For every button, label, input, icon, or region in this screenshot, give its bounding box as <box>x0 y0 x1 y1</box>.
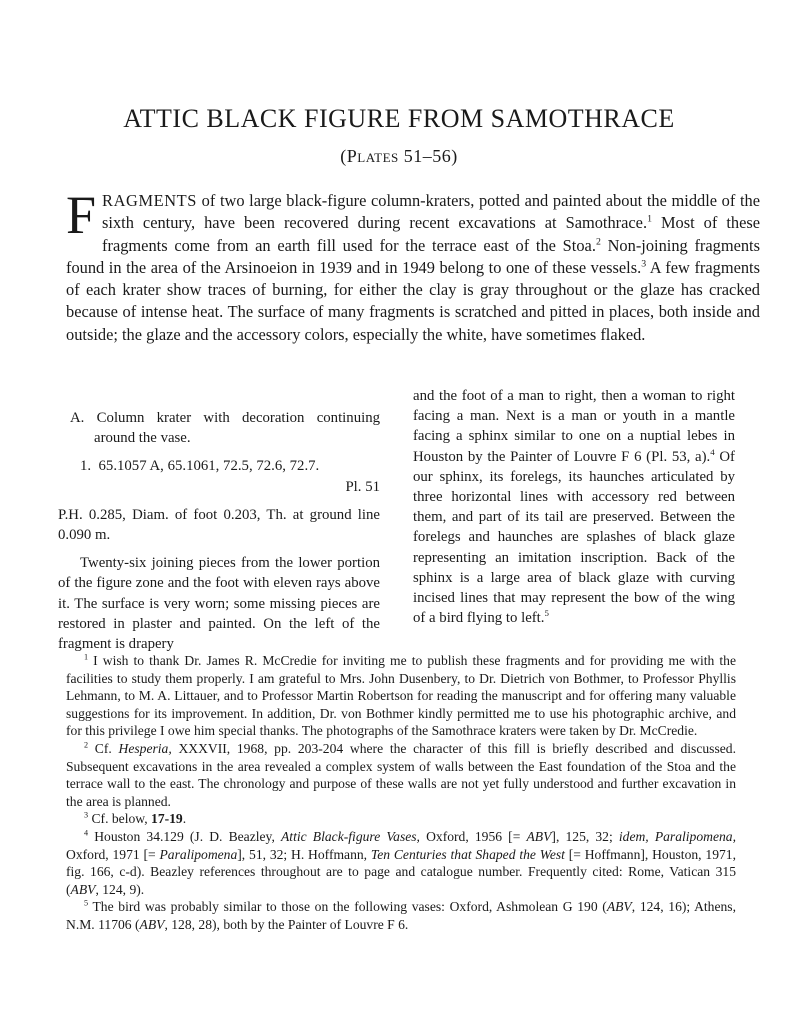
item-1-plate: Pl. 51 <box>345 478 380 495</box>
right-column <box>413 386 735 628</box>
footnote-2 <box>66 740 736 810</box>
footnote-4-text-a: Houston 34.129 (J. D. Beazley, <box>88 828 281 844</box>
item-1-description: Twenty-six joining pieces from the lower portion of the figure zone and the foot with eleven rays above it. The surface is very worn; some missing pieces are restored in plaster and painted. On the left of the fragment is drapery <box>58 555 380 653</box>
plates-reference: (Plates 51–56) <box>340 146 458 166</box>
intro-text-3: Non-joining fragments found in the area of the Arsinoeion in 1939 and in 1949 belong to one of these vessels. <box>66 235 760 277</box>
footnote-2-journal: Hesperia, <box>118 740 172 756</box>
footnote-4-number: 4 <box>84 828 89 838</box>
item-1-measurements: P.H. 0.285, Diam. of foot 0.203, Th. at ground line 0.090 m. <box>58 506 380 544</box>
item-1-inv-numbers: 65.1057 A, 65.1061, 72.5, 72.6, 72.7. <box>98 458 320 475</box>
section-a-letter: A. <box>70 410 85 426</box>
footnote-ref-2[interactable]: 2 <box>595 236 601 248</box>
footnote-1-number: 1 <box>84 652 89 662</box>
intro-text-4: A few fragments of each krater show traces of burning, for either the clay is gray throughout or the glaze has cracked because of intense heat. The surface of many fragments is scratched and pitted in places, both inside and outside; the glaze and the accessory colors, especially the white, have sometimes flaked. <box>66 257 760 344</box>
footnote-3 <box>66 810 736 828</box>
footnote-4-ital-5: Ten Centuries that Shaped the West <box>370 846 565 862</box>
intro-text-2: Most of these fragments come from an earth fill used for the terrace east of the Stoa. <box>102 213 761 255</box>
footnote-4-text-d: Oxford, 1971 [= <box>66 846 160 862</box>
footnote-4-ital-3: idem, Paralipomena, <box>618 828 736 844</box>
intro-lead-word: RAGMENTS <box>102 191 198 210</box>
footnote-4-ital-6: ABV <box>70 881 96 897</box>
right-text-2: Of our sphinx, its forelegs, its haunches articulated by three horizontal lines with accessory red between them, and part of its tail are preserved. Between the forelegs and haunches are splashes of black glaze representing an imitation inscription. Back of the sphinx is a large area of black glaze with curving incised lines that may represent the bow of the wing of a bird flying to left. <box>413 448 735 627</box>
footnote-4-ital-4: Paralipomena <box>159 846 238 862</box>
footnote-2-number: 2 <box>84 740 89 750</box>
right-text-1: and the foot of a man to right, then a woman to right facing a man. Next is a man or youth in a mantle facing a sphinx similar to one on a nuptial lebes in Houston by the Painter of Louvre F 6 (Pl. 53, a). <box>413 388 735 465</box>
left-column <box>58 386 380 654</box>
footnote-2-text-a: Cf. <box>88 740 119 756</box>
footnote-ref-4[interactable]: 4 <box>710 446 715 457</box>
footnote-5-text-c: , 128, 28), both by the Painter of Louvre F 6. <box>164 916 409 932</box>
footnote-ref-3[interactable]: 3 <box>641 258 647 270</box>
footnote-ref-1[interactable]: 1 <box>647 213 652 225</box>
footnote-2-text-b: XXXVII, 1968, pp. 203-204 where the character of this fill is briefly described and discussed. Subsequent excavations in the area revealed a complex system of walls between the East foundation of the Stoa and the terrace wall to the east. The chronology and purpose of these walls are not yet fully understood and further excavation in the area is planned. <box>66 740 736 809</box>
footnote-4-text-e: ], 51, 32; H. Hoffmann, <box>237 846 371 862</box>
footnote-3-number: 3 <box>84 810 89 820</box>
footnote-ref-5[interactable]: 5 <box>544 608 549 619</box>
item-1-inventory <box>58 456 380 476</box>
footnote-4-text-g: , 124, 9). <box>95 881 145 897</box>
footnote-5-number: 5 <box>84 898 89 908</box>
footnote-4-text-f: [= Hoffmann], Houston, 1971, fig. 166, c-d). Beazley references throughout are to page and catalogue number. Frequently cited: Rome, Vatican 315 ( <box>66 846 736 897</box>
footnote-3-text-b: . <box>182 811 187 827</box>
footnote-4-text-b: Oxford, 1956 [= <box>419 828 527 844</box>
footnotes <box>66 652 736 934</box>
footnote-5-ital-1: ABV <box>606 899 632 915</box>
footnote-3-text-a: Cf. below, <box>88 811 152 827</box>
drop-cap: F <box>66 185 97 245</box>
footnote-4 <box>66 828 736 898</box>
footnote-5-ital-2: ABV <box>139 916 165 932</box>
intro-text-1: of two large black-figure column-kraters, potted and painted about the middle of the sixth century, have been recovered during recent excavations at Samothrace. <box>102 191 760 233</box>
section-a-heading <box>70 408 380 448</box>
article-title: ATTIC BLACK FIGURE FROM SAMOTHRACE <box>123 104 675 133</box>
item-1-number: 1. <box>80 458 92 475</box>
section-a-text: Column krater with decoration continuing around the vase. <box>94 410 380 447</box>
intro-paragraph <box>66 185 761 346</box>
footnote-1-text: I wish to thank Dr. James R. McCredie for inviting me to publish these fragments and for providing me with the facilities to study them properly. I am grateful to Mrs. John Dusenbery, to Dr. Dietrich von Bothmer, to Professor Phyllis Lehmann, to M. A. Littauer, and to Professor Martin Robertson for reading the manuscript and for offering many valuable suggestions for its improvement. In addition, Dr. von Bothmer kindly permitted me to use his photographic archive, and for this privilege I owe him special thanks. The photographs of the Samothrace kraters were taken by Dr. McCredie. <box>66 653 736 739</box>
footnote-5 <box>66 898 736 933</box>
footnote-4-ital-2: ABV <box>526 828 552 844</box>
footnote-3-crossref[interactable]: 17-19 <box>151 811 183 827</box>
footnote-5-text-b: , 124, 16); Athens, N.M. 11706 ( <box>66 899 736 932</box>
footnote-4-text-c: ], 125, 32; <box>551 828 619 844</box>
footnote-5-text-a: The bird was probably similar to those on the following vases: Oxford, Ashmolean G 190 ( <box>88 899 607 915</box>
footnote-1 <box>66 652 736 740</box>
footnote-4-ital-1: Attic Black-figure Vases, <box>281 828 420 844</box>
